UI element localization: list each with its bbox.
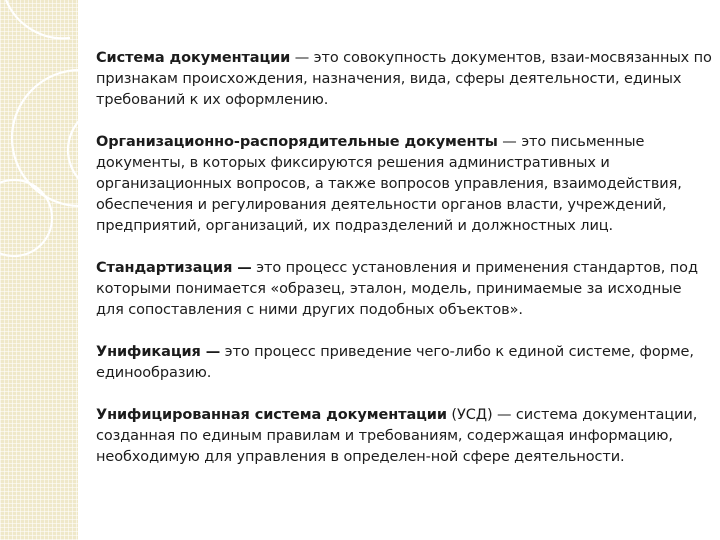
definition-paragraph <box>96 132 712 237</box>
definition-text: — это письменные документы, в которых фиксируются решения административных и организационных вопросов, а также вопросов управления, взаимодействия, обеспечения и регулирования деятельности органов власти, учреждений, предприятий, организаций, их подразделений и должностных лиц. <box>96 134 682 234</box>
definition-term: Унифицированная система документации <box>96 407 447 423</box>
decorative-ring-small <box>0 180 52 256</box>
definition-paragraph <box>96 405 712 468</box>
definition-text: (УСД) — система документации, созданная по единым правилам и требованиям, содержащая информацию, необходимую для управления в определен-ной сфере деятельности. <box>96 407 698 465</box>
decorative-arc-top <box>6 0 70 38</box>
definition-paragraph <box>96 48 712 111</box>
definition-text: это процесс установления и применения стандартов, под которыми понимается «образец, эталон, модель, принимаемые за исходные для сопоставления с ними других подобных объектов». <box>96 260 698 318</box>
definition-term: Организационно-распорядительные документы <box>96 134 498 150</box>
definition-term: Стандартизация — <box>96 260 252 276</box>
definition-paragraph <box>96 342 712 384</box>
definition-term: Унификация — <box>96 344 221 360</box>
definition-text: это процесс приведение чего-либо к единой системе, форме, единообразию. <box>96 344 694 381</box>
definition-paragraph <box>96 258 712 321</box>
definition-text: — это совокупность документов, взаи-мосвязанных по признакам происхождения, назначения, вида, сферы деятельности, единых требований к их оформлению. <box>96 50 712 108</box>
definitions-text-block <box>96 48 712 489</box>
definition-term: Система документации <box>96 50 291 66</box>
